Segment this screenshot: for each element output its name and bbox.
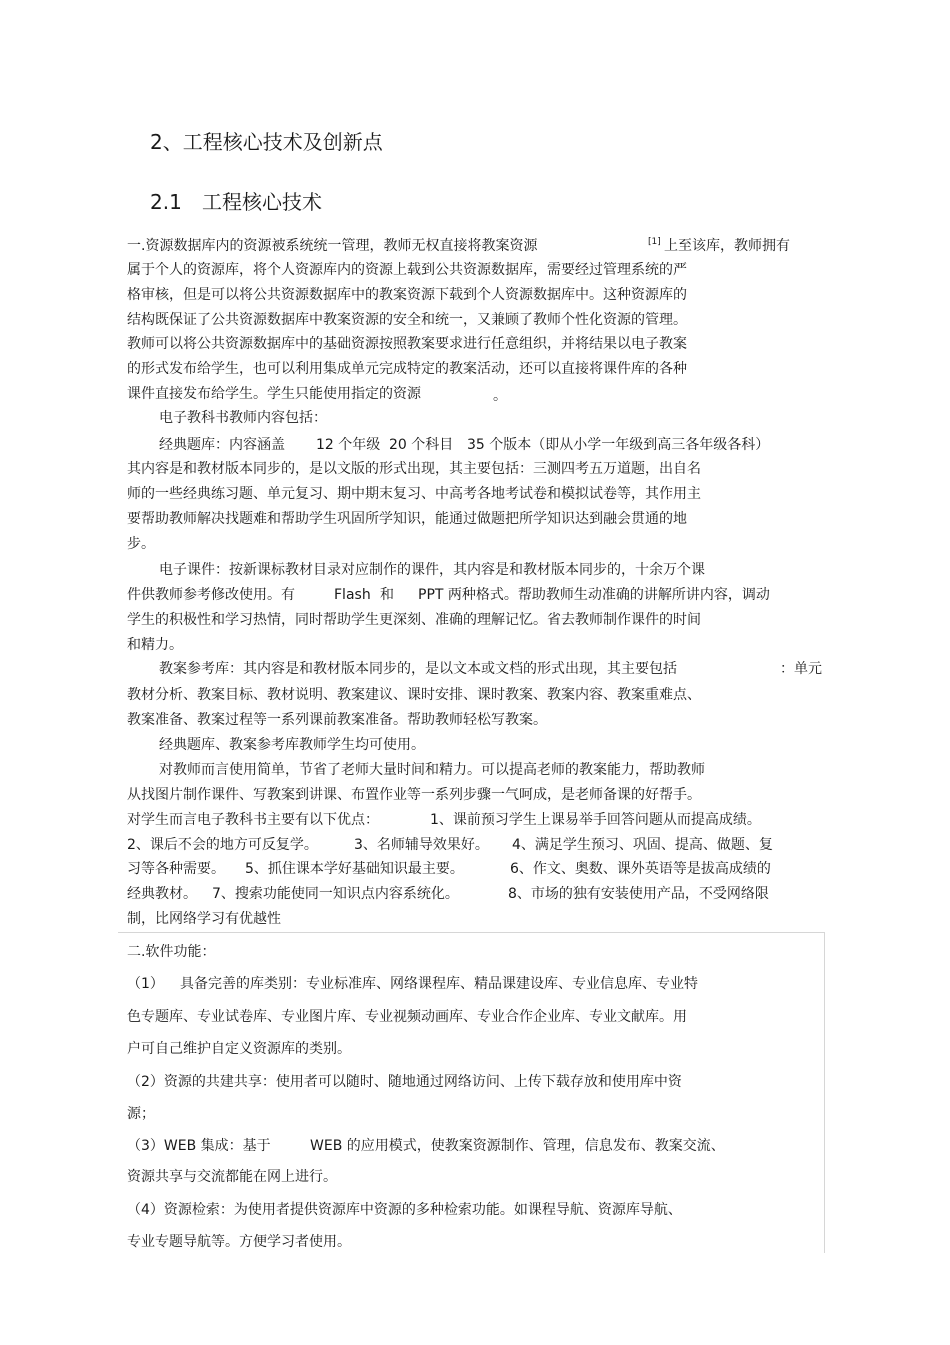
classic-line-1d: 35 个版本（即从小学一年级到高三各年级各科） bbox=[467, 437, 770, 453]
para1-line-1-tail: 上至该库，教师拥有 bbox=[664, 238, 790, 254]
courseware-line-4: 和精力。 bbox=[127, 637, 183, 653]
student-use-line-4b: 7、搜索功能使同一知识点内容系统化。 bbox=[212, 886, 459, 902]
feature-3-line-1b: WEB 的应用模式，使教案资源制作、管理，信息发布、教案交流、 bbox=[310, 1138, 725, 1154]
software-title: 二.软件功能： bbox=[127, 944, 216, 960]
para1-line-1: 一.资源数据库内的资源被系统统一管理，教师无权直接将教案资源 bbox=[127, 238, 538, 254]
student-use-line-2b: 3、名师辅导效果好。 bbox=[354, 837, 489, 853]
para1-line-6: 的形式发布给学生，也可以利用集成单元完成特定的教案活动，还可以直接将课件库的各种 bbox=[127, 361, 687, 377]
para1-line-2: 属于个人的资源库，将个人资源库内的资源上载到公共资源数据库，需要经过管理系统的严 bbox=[127, 262, 687, 278]
feature-2-line-2: 源； bbox=[127, 1106, 155, 1122]
feature-1-line-2: 色专题库、专业试卷库、专业图片库、专业视频动画库、专业合作企业库、专业文献库。用 bbox=[127, 1009, 687, 1025]
subsection-title: 工程核心技术 bbox=[202, 190, 322, 214]
classic-line-4: 要帮助教师解决找题难和帮助学生巩固所学知识，能通过做题把所学知识达到融会贯通的地 bbox=[127, 511, 687, 527]
section-heading: 2、工程核心技术及创新点 bbox=[150, 130, 383, 154]
para1-line-4: 结构既保证了公共资源数据库中教案资源的安全和统一，又兼顾了教师个性化资源的管理。 bbox=[127, 312, 687, 328]
feature-4-line-1: （4）资源检索：为使用者提供资源库中资源的多种检索功能。如课程导航、资源库导航、 bbox=[127, 1202, 682, 1218]
student-use-line-5: 制，比网络学习有优越性 bbox=[127, 911, 281, 927]
content-intro: 电子教科书教师内容包括： bbox=[159, 410, 327, 426]
lesson-ref-line-1-tail: ：单元 bbox=[780, 661, 822, 677]
para1-line-7-tail: 。 bbox=[493, 388, 507, 404]
courseware-line-2d: PPT 两种格式。帮助教师生动准确的讲解所讲内容，调动 bbox=[418, 587, 770, 603]
feature-3-line-1a: （3）WEB 集成：基于 bbox=[127, 1138, 271, 1154]
student-use-line-1b: 1、课前预习学生上课易举手回答问题从而提高成绩。 bbox=[430, 812, 761, 828]
feature-1-line-1: 具备完善的库类别：专业标准库、网络课程库、精品课建设库、专业信息库、专业特 bbox=[180, 976, 698, 992]
classic-line-1c: 20 个科目 bbox=[389, 437, 454, 453]
teacher-use-line-1: 对教师而言使用简单，节省了老师大量时间和精力。可以提高老师的教案能力，帮助教师 bbox=[159, 762, 705, 778]
student-use-line-3a: 习等各种需要。 bbox=[127, 861, 225, 877]
citation-ref: [1] bbox=[648, 237, 661, 247]
classic-line-2: 其内容是和教材版本同步的，是以文版的形式出现，其主要包括：三测四考五万道题，出自名 bbox=[127, 461, 701, 477]
feature-3-line-2: 资源共享与交流都能在网上进行。 bbox=[127, 1169, 337, 1185]
lesson-ref-line-2: 教材分析、教案目标、教材说明、教案建议、课时安排、课时教案、教案内容、教案重难点、 bbox=[127, 687, 701, 703]
student-use-line-2c: 4、满足学生预习、巩固、提高、做题、复 bbox=[512, 837, 773, 853]
para1-line-3: 格审核，但是可以将公共资源数据库中的教案资源下载到个人资源数据库中。这种资源库的 bbox=[127, 287, 687, 303]
courseware-line-2a: 件供教师参考修改使用。有 bbox=[127, 587, 295, 603]
feature-1-number: （1） bbox=[127, 976, 164, 992]
feature-2-line-1: （2）资源的共建共享：使用者可以随时、随地通过网络访问、上传下载存放和使用库中资 bbox=[127, 1074, 682, 1090]
para1-line-5: 教师可以将公共资源数据库中的基础资源按照教案要求进行任意组织，并将结果以电子教案 bbox=[127, 336, 687, 352]
feature-4-line-2: 专业专题导航等。方便学习者使用。 bbox=[127, 1234, 351, 1250]
usable-note: 经典题库、教案参考库教师学生均可使用。 bbox=[159, 737, 425, 753]
student-use-line-3c: 6、作文、奥数、课外英语等是拔高成绩的 bbox=[510, 861, 771, 877]
subsection-heading bbox=[150, 186, 322, 215]
courseware-line-1: 电子课件：按新课标教材目录对应制作的课件，其内容是和教材版本同步的，十余万个课 bbox=[159, 562, 705, 578]
student-use-line-4c: 8、市场的独有安装使用产品，不受网络限 bbox=[508, 886, 769, 902]
lesson-ref-line-3: 教案准备、教案过程等一系列课前教案准备。帮助教师轻松写教案。 bbox=[127, 712, 547, 728]
student-use-line-3b: 5、抓住课本学好基础知识最主要。 bbox=[245, 861, 464, 877]
classic-line-5: 步。 bbox=[127, 536, 155, 552]
para1-line-7: 课件直接发布给学生。学生只能使用指定的资源 bbox=[127, 386, 421, 402]
classic-line-1a: 经典题库：内容涵盖 bbox=[159, 437, 285, 453]
classic-line-3: 师的一些经典练习题、单元复习、期中期末复习、中高考各地考试卷和模拟试卷等，其作用主 bbox=[127, 486, 701, 502]
feature-1-line-3: 户可自己维护自定义资源库的类别。 bbox=[127, 1041, 351, 1057]
lesson-ref-line-1: 教案参考库：其内容是和教材版本同步的，是以文本或文档的形式出现，其主要包括 bbox=[159, 661, 677, 677]
student-use-line-1a: 对学生而言电子教科书主要有以下优点： bbox=[127, 812, 379, 828]
subsection-number: 2.1 bbox=[150, 190, 182, 214]
courseware-line-2b: Flash bbox=[334, 587, 371, 603]
student-use-line-2a: 2、课后不会的地方可反复学。 bbox=[127, 837, 318, 853]
classic-line-1b: 12 个年级 bbox=[316, 437, 381, 453]
courseware-line-3: 学生的积极性和学习热情，同时帮助学生更深刻、准确的理解记忆。省去教师制作课件的时间 bbox=[127, 612, 701, 628]
teacher-use-line-2: 从找图片制作课件、写教案到讲课、布置作业等一系列步骤一气呵成，是老师备课的好帮手。 bbox=[127, 787, 701, 803]
courseware-line-2c: 和 bbox=[380, 587, 394, 603]
student-use-line-4a: 经典教材。 bbox=[127, 886, 197, 902]
